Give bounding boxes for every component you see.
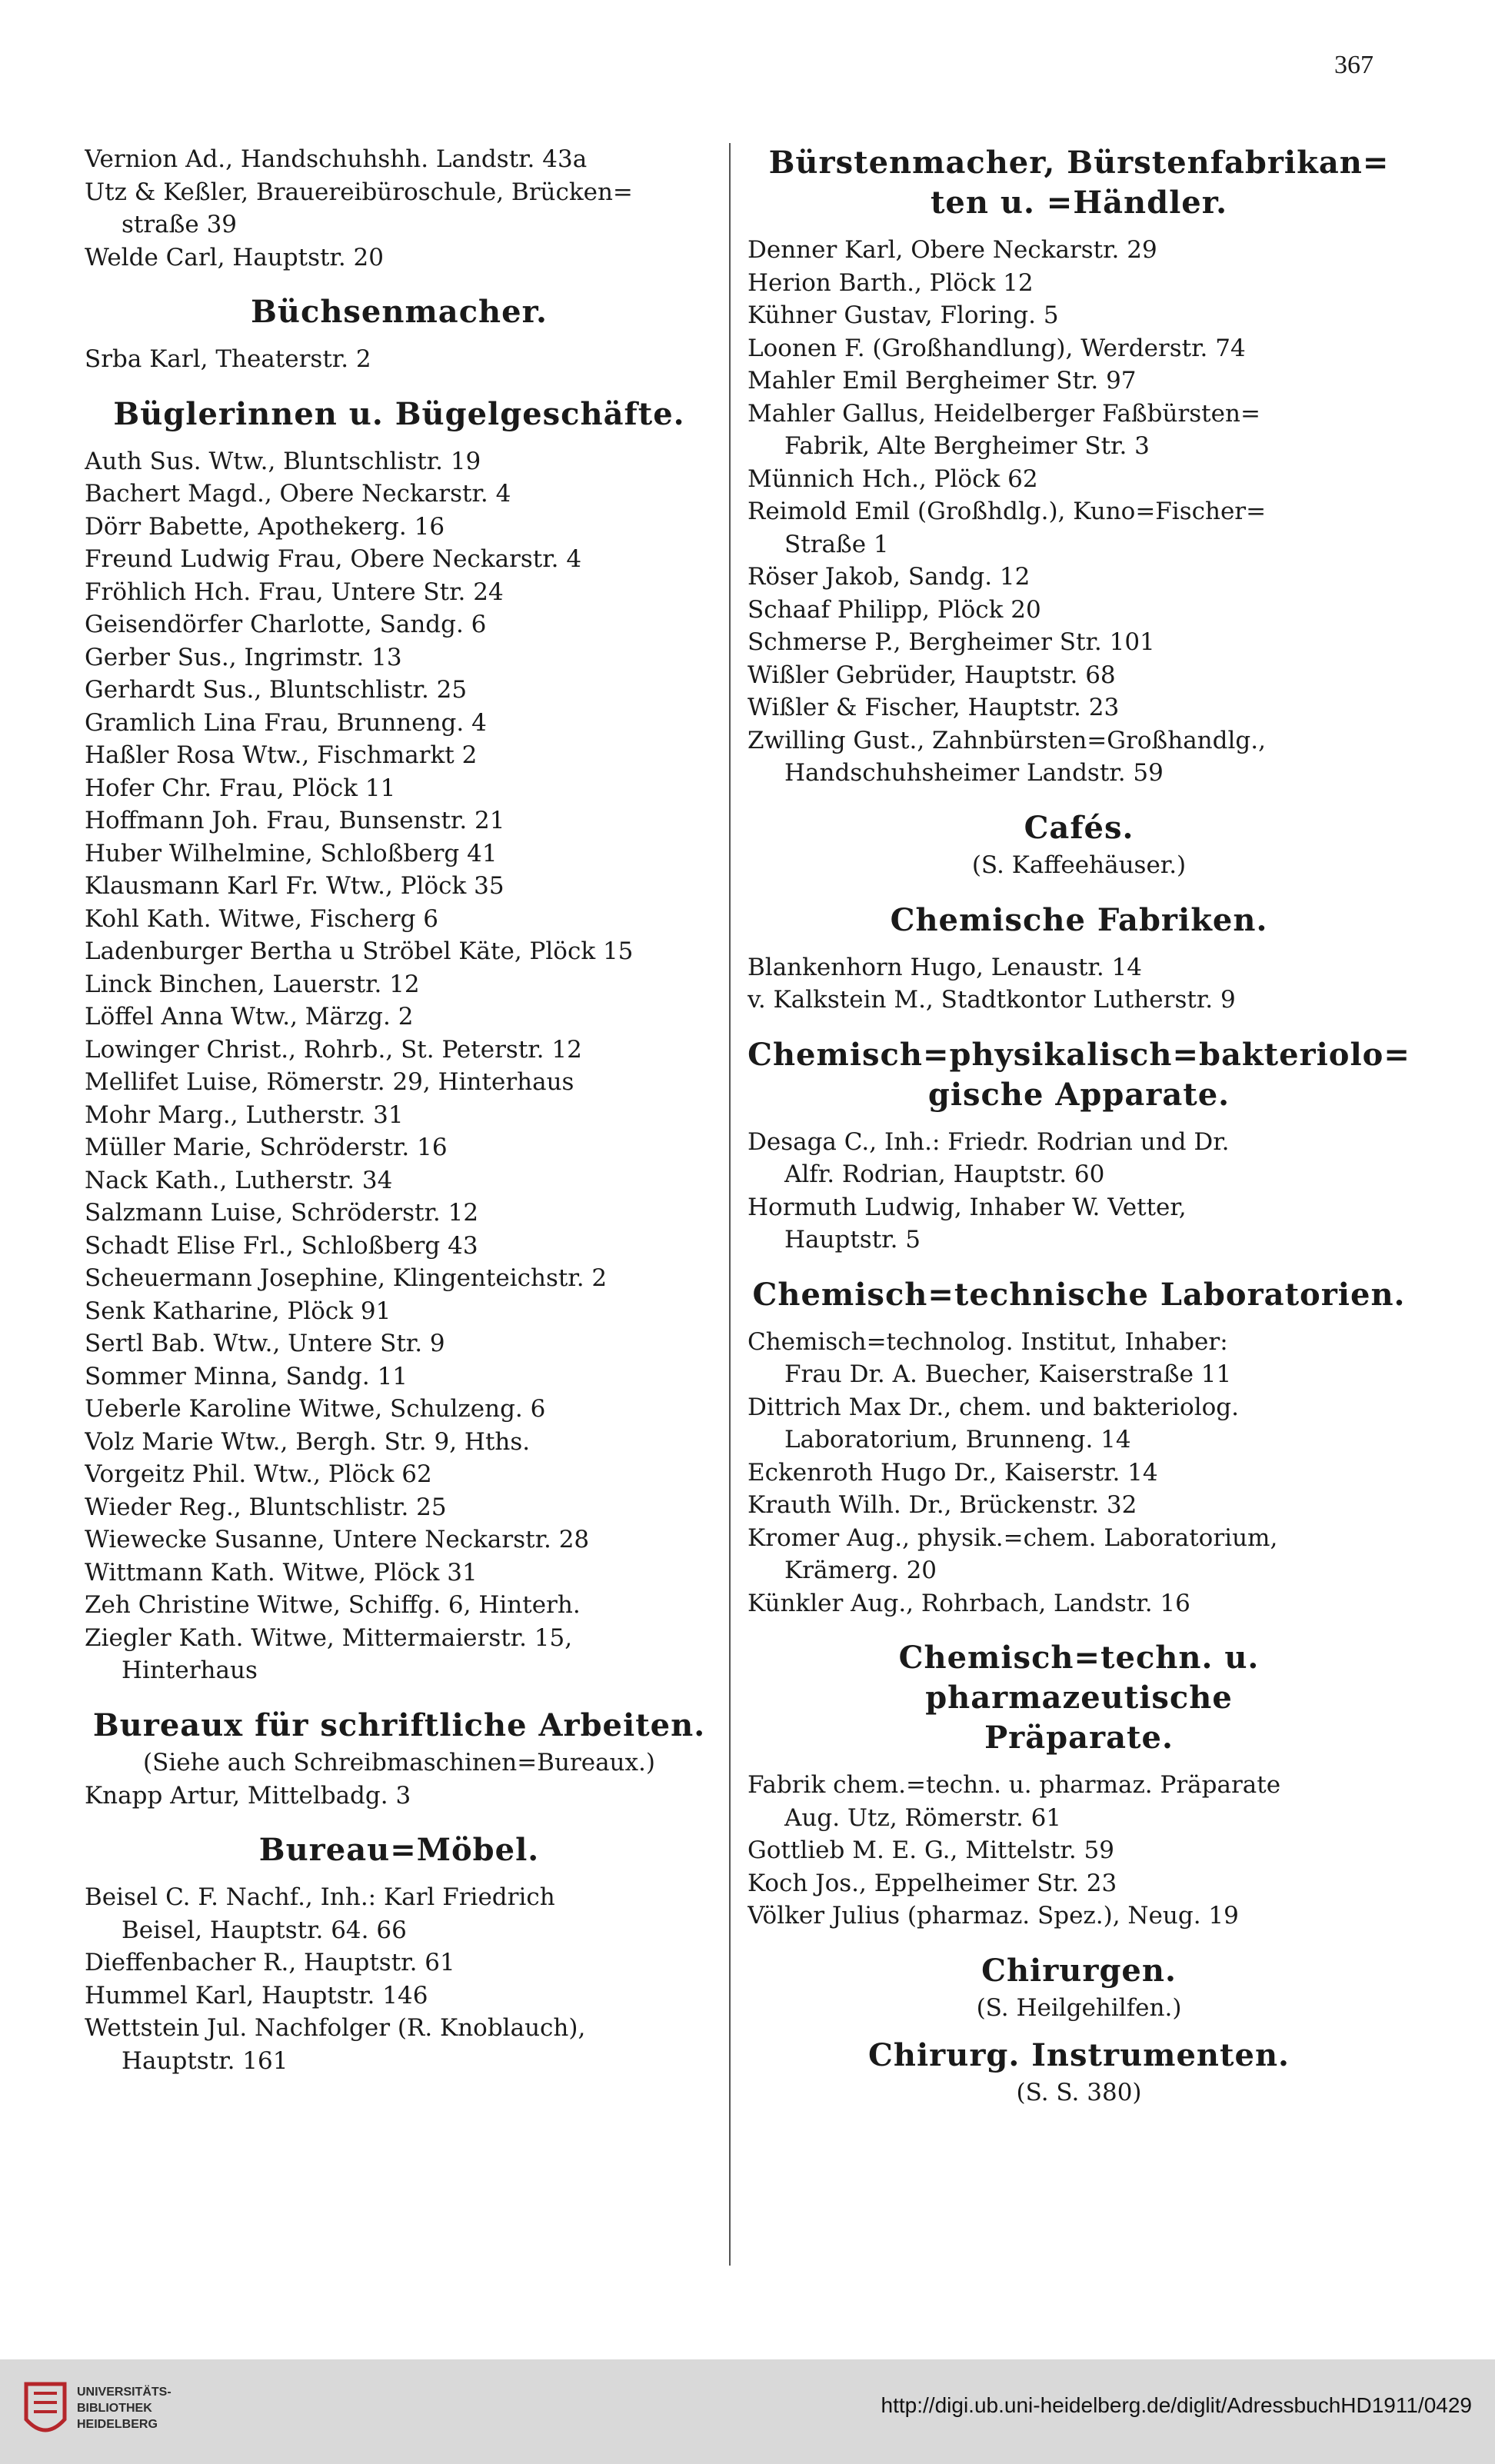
- entry-continuation: Frau Dr. A. Buecher, Kaiserstraße 11: [784, 1360, 1232, 1388]
- directory-entry: [85, 968, 714, 1001]
- directory-entry: [748, 267, 1410, 300]
- entry-text: Chemisch=technolog. Institut, Inhaber:: [748, 1327, 1228, 1356]
- entry-text: Knapp Artur, Mittelbadg. 3: [85, 1781, 411, 1810]
- section-heading-chir-instr: Chirurg. Instrumenten.: [868, 2036, 1290, 2073]
- entry-text: Haßler Rosa Wtw., Fischmarkt 2: [85, 741, 478, 769]
- directory-entry: [748, 234, 1410, 267]
- entry-text: Wittmann Kath. Witwe, Plöck 31: [85, 1558, 478, 1587]
- entry-continuation: Alfr. Rodrian, Hauptstr. 60: [784, 1160, 1105, 1188]
- entry-text: Utz & Keßler, Brauereibüroschule, Brücken=: [85, 178, 633, 206]
- section-heading-buerstenmacher-1: Bürstenmacher, Bürstenfabrikan=: [768, 145, 1390, 181]
- entry-text: Vorgeitz Phil. Wtw., Plöck 62: [85, 1460, 432, 1488]
- directory-entry: [85, 343, 714, 376]
- directory-entry: [748, 365, 1410, 398]
- directory-entry: [85, 1327, 714, 1360]
- directory-entry: [85, 1360, 714, 1393]
- entry-text: Denner Karl, Obere Neckarstr. 29: [748, 236, 1157, 264]
- entry-text: Sommer Minna, Sandg. 11: [85, 1362, 408, 1390]
- entry-text: Loonen F. (Großhandlung), Werderstr. 74: [748, 334, 1246, 362]
- directory-entry: [748, 984, 1410, 1017]
- section-heading-buerstenmacher-2: ten u. =Händler.: [930, 185, 1228, 221]
- entry-text: Fröhlich Hch. Frau, Untere Str. 24: [85, 578, 504, 606]
- entry-text: Salzmann Luise, Schröderstr. 12: [85, 1199, 479, 1227]
- directory-entry: [748, 659, 1410, 692]
- directory-entry: [85, 1557, 714, 1590]
- entry-text: Koch Jos., Eppelheimer Str. 23: [748, 1869, 1117, 1897]
- entry-text: Huber Wilhelmine, Schloßberg 41: [85, 839, 498, 867]
- entry-text: Ziegler Kath. Witwe, Mittermaierstr. 15,: [85, 1623, 573, 1652]
- directory-entry: [85, 1589, 714, 1622]
- directory-entry: [85, 511, 714, 544]
- directory-entry: [748, 1457, 1410, 1490]
- entry-text: Zwilling Gust., Zahnbürsten=Großhandlg.,: [748, 726, 1266, 754]
- directory-entry: [748, 398, 1410, 463]
- directory-entry: [748, 1867, 1410, 1900]
- entry-text: Hormuth Ludwig, Inhaber W. Vetter,: [748, 1193, 1187, 1221]
- directory-entry: [748, 299, 1410, 332]
- entry-text: Srba Karl, Theaterstr. 2: [85, 345, 371, 373]
- directory-entry: [85, 1230, 714, 1263]
- entry-text: Linck Binchen, Lauerstr. 12: [85, 970, 420, 998]
- entry-text: Wißler Gebrüder, Hauptstr. 68: [748, 661, 1116, 689]
- library-seal-icon: [23, 2381, 68, 2442]
- directory-entry: [85, 1946, 714, 1980]
- directory-entry: [85, 1780, 714, 1813]
- entry-text: Gerhardt Sus., Bluntschlistr. 25: [85, 676, 468, 704]
- entry-text: Lowinger Christ., Rohrb., St. Peterstr. 12: [85, 1035, 582, 1064]
- section-heading-bureaux: Bureaux für schriftliche Arbeiten.: [92, 1706, 706, 1743]
- directory-entry: [85, 2012, 714, 2077]
- directory-entry: [85, 674, 714, 707]
- directory-entry: [85, 1491, 714, 1524]
- directory-entry: [748, 1900, 1410, 1933]
- section-heading-chirurgen: Chirurgen.: [981, 1952, 1177, 1989]
- section-heading-bureau-moebel: Bureau=Möbel.: [258, 1832, 540, 1868]
- directory-entry: [85, 804, 714, 837]
- directory-entry: [748, 561, 1410, 594]
- section-heading-chem-phys-1: Chemisch=physikalisch=bakteriolo=: [748, 1036, 1410, 1073]
- entry-continuation: Hauptstr. 161: [122, 2046, 288, 2075]
- directory-entry: [85, 870, 714, 903]
- section-entries-buechsenmacher: [85, 343, 714, 376]
- entry-text: Dittrich Max Dr., chem. und bakteriolog.: [748, 1393, 1239, 1421]
- column-divider: [729, 143, 731, 2266]
- entry-text: Hummel Karl, Hauptstr. 146: [85, 1981, 428, 2009]
- directory-entry: [85, 707, 714, 740]
- right-column: [748, 143, 1410, 2266]
- section-heading-chem-tech-lab: Chemisch=technische Laboratorien.: [752, 1276, 1406, 1313]
- entry-text: v. Kalkstein M., Stadtkontor Lutherstr. 9: [748, 986, 1236, 1014]
- section-heading-bueglerinnen: Büglerinnen u. Bügelgeschäfte.: [113, 395, 685, 432]
- directory-entry: [748, 1522, 1410, 1587]
- directory-entry: [85, 1295, 714, 1328]
- directory-entry: [85, 1066, 714, 1099]
- directory-entry: [85, 1881, 714, 1946]
- entry-continuation: Hauptstr. 5: [784, 1226, 921, 1254]
- directory-entry: [748, 594, 1410, 627]
- directory-entry: [85, 641, 714, 674]
- directory-entry: [85, 241, 714, 275]
- entry-text: Kühner Gustav, Floring. 5: [748, 301, 1059, 329]
- directory-entry: [85, 576, 714, 609]
- entry-text: Bachert Magd., Obere Neckarstr. 4: [85, 480, 511, 508]
- section-entries-chem-tech-lab: [748, 1326, 1410, 1620]
- logo-line-2: BIBLIOTHEK: [77, 2402, 152, 2415]
- entry-text: Röser Jakob, Sandg. 12: [748, 563, 1031, 591]
- entry-text: Hoffmann Joh. Frau, Bunsenstr. 21: [85, 807, 505, 834]
- continued-entries: [85, 143, 714, 274]
- entry-text: Wieder Reg., Bluntschlistr. 25: [85, 1493, 447, 1521]
- entry-text: Hofer Chr. Frau, Plöck 11: [85, 774, 396, 802]
- entry-text: Senk Katharine, Plöck 91: [85, 1297, 391, 1325]
- page-number: 367: [1334, 51, 1373, 79]
- entry-continuation: Fabrik, Alte Bergheimer Str. 3: [784, 432, 1150, 460]
- entry-text: Ueberle Karoline Witwe, Schulzeng. 6: [85, 1395, 546, 1423]
- directory-entry: [85, 1458, 714, 1491]
- entry-continuation: Aug. Utz, Römerstr. 61: [784, 1803, 1062, 1832]
- entry-text: Mahler Emil Bergheimer Str. 97: [748, 367, 1137, 395]
- entry-text: Beisel C. F. Nachf., Inh.: Karl Friedrich: [85, 1883, 555, 1911]
- entry-text: Künkler Aug., Rohrbach, Landstr. 16: [748, 1589, 1190, 1617]
- section-heading-cafes: Cafés.: [1024, 809, 1134, 846]
- directory-entry: [748, 1126, 1410, 1191]
- left-column: [85, 143, 714, 2266]
- directory-entry: [85, 176, 714, 241]
- directory-entry: [748, 626, 1410, 659]
- entry-text: Fabrik chem.=techn. u. pharmaz. Präparate: [748, 1771, 1281, 1799]
- entry-text: Kohl Kath. Witwe, Fischerg 6: [85, 904, 439, 933]
- entry-text: Gramlich Lina Frau, Brunneng. 4: [85, 708, 487, 737]
- entry-text: Wettstein Jul. Nachfolger (R. Knoblauch),: [85, 2014, 586, 2042]
- entry-text: Sertl Bab. Wtw., Untere Str. 9: [85, 1330, 445, 1357]
- entry-text: Dörr Babette, Apothekerg. 16: [85, 512, 445, 541]
- directory-entry: [748, 691, 1410, 724]
- directory-entry: [748, 1391, 1410, 1457]
- directory-entry: [748, 1834, 1410, 1867]
- entry-text: Ladenburger Bertha u Ströbel Käte, Plöck 15: [85, 937, 634, 965]
- entry-continuation: Hinterhaus: [122, 1657, 258, 1684]
- entry-text: Scheuermann Josephine, Klingenteichstr. 2: [85, 1264, 608, 1292]
- entry-text: Auth Sus. Wtw., Bluntschlistr. 19: [85, 447, 481, 475]
- section-entries-bureaux: [85, 1780, 714, 1813]
- entry-text: Völker Julius (pharmaz. Spez.), Neug. 19: [748, 1902, 1239, 1930]
- entry-text: Müller Marie, Schröderstr. 16: [85, 1134, 448, 1161]
- section-entries-chemische-fabriken: [748, 951, 1410, 1017]
- entry-text: Gottlieb M. E. G., Mittelstr. 59: [748, 1836, 1114, 1864]
- directory-entry: [85, 772, 714, 805]
- directory-entry: [85, 837, 714, 871]
- directory-entry: [85, 608, 714, 641]
- directory-entry: [748, 724, 1410, 790]
- section-note-chirurgen: (S. Heilgehilfen.): [976, 1993, 1182, 2022]
- section-entries-chem-phys: [748, 1126, 1410, 1257]
- entry-text: Wiewecke Susanne, Untere Neckarstr. 28: [85, 1526, 590, 1553]
- section-heading-chem-phys-2: gische Apparate.: [927, 1076, 1230, 1113]
- directory-entry: [85, 1980, 714, 2013]
- section-note-chir-instr: (S. S. 380): [1016, 2078, 1142, 2106]
- section-heading-buechsenmacher: Büchsenmacher.: [251, 294, 548, 330]
- directory-entry: [748, 332, 1410, 365]
- entry-text: Krauth Wilh. Dr., Brückenstr. 32: [748, 1491, 1137, 1519]
- entry-continuation: Krämerg. 20: [784, 1557, 937, 1584]
- directory-entry: [748, 951, 1410, 984]
- directory-entry: [85, 739, 714, 772]
- entry-continuation: Handschuhsheimer Landstr. 59: [784, 759, 1164, 787]
- footer-bar: [0, 2359, 1495, 2464]
- library-logo: [23, 2375, 208, 2452]
- entry-text: Vernion Ad., Handschuhshh. Landstr. 43a: [85, 145, 588, 173]
- directory-entry: [748, 463, 1410, 496]
- section-entries-chem-pharm: [748, 1769, 1410, 1933]
- logo-line-3: HEIDELBERG: [77, 2418, 158, 2431]
- entry-text: Eckenroth Hugo Dr., Kaiserstr. 14: [748, 1458, 1158, 1487]
- directory-entry: [85, 903, 714, 936]
- entry-text: Schmerse P., Bergheimer Str. 101: [748, 628, 1155, 656]
- entry-continuation: Straße 1: [784, 530, 889, 558]
- directory-entry: [85, 1197, 714, 1230]
- directory-entry: [85, 445, 714, 478]
- directory-entry: [85, 1523, 714, 1557]
- entry-text: Kromer Aug., physik.=chem. Laboratorium,: [748, 1523, 1278, 1552]
- section-entries-buerstenmacher: [748, 234, 1410, 790]
- entry-text: Löffel Anna Wtw., Märzg. 2: [85, 1003, 414, 1031]
- entry-text: Wißler & Fischer, Hauptstr. 23: [748, 694, 1120, 721]
- entry-text: Nack Kath., Lutherstr. 34: [85, 1166, 393, 1194]
- entry-text: Volz Marie Wtw., Bergh. Str. 9, Hths.: [85, 1427, 531, 1456]
- entry-continuation: Laboratorium, Brunneng. 14: [784, 1426, 1131, 1453]
- directory-entry: [748, 1587, 1410, 1620]
- entry-text: Zeh Christine Witwe, Schiffg. 6, Hinterh.: [85, 1591, 581, 1619]
- entry-text: Reimold Emil (Großhdlg.), Kuno=Fischer=: [748, 498, 1267, 525]
- directory-entry: [748, 1191, 1410, 1257]
- entry-text: Geisendörfer Charlotte, Sandg. 6: [85, 611, 487, 638]
- directory-entry: [85, 478, 714, 511]
- section-entries-bueglerinnen: [85, 445, 714, 1687]
- entry-text: Gerber Sus., Ingrimstr. 13: [85, 643, 402, 671]
- entry-text: Freund Ludwig Frau, Obere Neckarstr. 4: [85, 545, 582, 573]
- section-entries-bureau-moebel: [85, 1881, 714, 2077]
- section-note-cafes: (S. Kaffeehäuser.): [971, 851, 1187, 879]
- entry-text: Desaga C., Inh.: Friedr. Rodrian und Dr.: [748, 1127, 1230, 1156]
- directory-entry: [748, 1769, 1410, 1834]
- entry-text: Herion Barth., Plöck 12: [748, 268, 1034, 297]
- directory-entry: [85, 143, 714, 176]
- entry-text: Mahler Gallus, Heidelberger Faßbürsten=: [748, 399, 1260, 428]
- directory-entry: [85, 1622, 714, 1687]
- directory-entry: [748, 1489, 1410, 1522]
- directory-entry: [85, 1426, 714, 1459]
- entry-text: Mellifet Luise, Römerstr. 29, Hinterhaus: [85, 1068, 574, 1096]
- entry-text: Dieffenbacher R., Hauptstr. 61: [85, 1949, 455, 1976]
- directory-entry: [85, 1001, 714, 1034]
- directory-entry: [748, 495, 1410, 561]
- source-url[interactable]: http://digi.ub.uni-heidelberg.de/diglit/AdressbuchHD1911/0429: [881, 2393, 1472, 2417]
- directory-entry: [85, 935, 714, 968]
- section-heading-chemische-fabriken: Chemische Fabriken.: [890, 901, 1268, 938]
- entry-text: Schadt Elise Frl., Schloßberg 43: [85, 1231, 478, 1260]
- directory-entry: [85, 1034, 714, 1067]
- directory-entry: [748, 1326, 1410, 1391]
- directory-entry: [85, 543, 714, 576]
- entry-text: Münnich Hch., Plöck 62: [748, 464, 1038, 493]
- entry-text: Schaaf Philipp, Plöck 20: [748, 595, 1041, 624]
- logo-line-1: UNIVERSITÄTS-: [77, 2386, 171, 2399]
- section-heading-chem-pharm-1: Chemisch=techn. u. pharmazeutische: [898, 1640, 1260, 1716]
- entry-text: Mohr Marg., Lutherstr. 31: [85, 1100, 404, 1129]
- entry-text: Blankenhorn Hugo, Lenaustr. 14: [748, 953, 1142, 981]
- directory-entry: [85, 1262, 714, 1295]
- section-note-bureaux: (Siehe auch Schreibmaschinen=Bureaux.): [143, 1748, 655, 1776]
- entry-continuation: straße 39: [122, 211, 238, 238]
- entry-continuation: Beisel, Hauptstr. 64. 66: [122, 1916, 407, 1944]
- directory-entry: [85, 1099, 714, 1132]
- directory-entry: [85, 1131, 714, 1164]
- directory-entry: [85, 1164, 714, 1197]
- entry-text: Welde Carl, Hauptstr. 20: [85, 243, 384, 271]
- directory-entry: [85, 1393, 714, 1426]
- entry-text: Klausmann Karl Fr. Wtw., Plöck 35: [85, 872, 504, 900]
- section-heading-chem-pharm-2: Präparate.: [984, 1720, 1174, 1756]
